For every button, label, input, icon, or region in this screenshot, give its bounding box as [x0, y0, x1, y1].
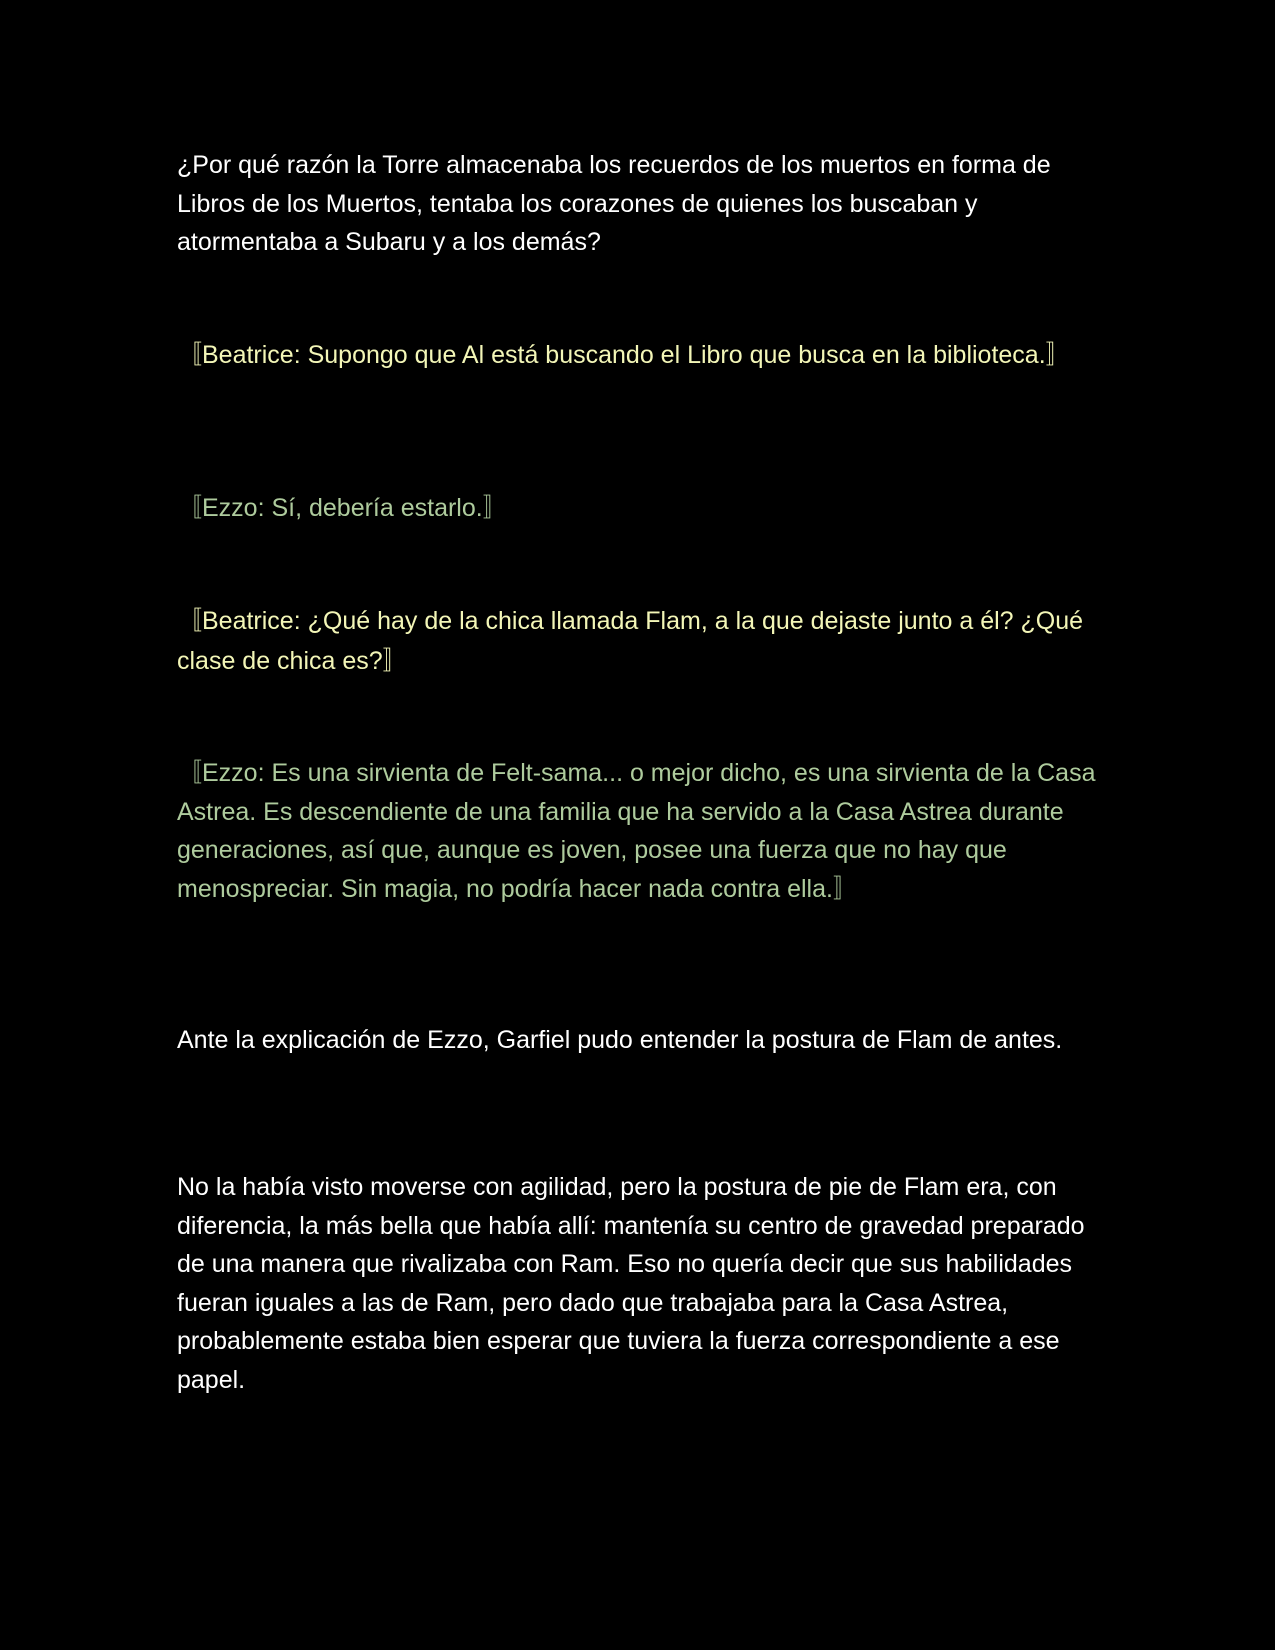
- narration-paragraph-2: Ante la explicación de Ezzo, Garfiel pudo entender la postura de Flam de antes.: [177, 1026, 1063, 1054]
- beatrice-dialogue-2: 〚Beatrice: ¿Qué hay de la chica llamada Flam, a la que dejaste junto a él? ¿Qué clase de chica es?〛: [177, 607, 1084, 675]
- narration-paragraph-3: No la había visto moverse con agilidad, pero la postura de pie de Flam era, con diferencia, la más bella que había allí: mantenía su centro de gravedad preparado de una manera que rivalizaba con Ram. Eso no quería decir que sus habilidades fueran iguales a las de Ram, pero dado que trabajaba para la Casa Astrea, probablemente estaba bien esperar que tuviera la fuerza correspondiente a ese papel.: [177, 1173, 1085, 1394]
- beatrice-dialogue-1: 〚Beatrice: Supongo que Al está buscando el Libro que busca en la biblioteca.〛: [177, 341, 1071, 369]
- ezzo-dialogue-2: 〚Ezzo: Es una sirvienta de Felt-sama... o mejor dicho, es una sirvienta de la Casa Astrea. Es descendiente de una familia que ha servido a la Casa Astrea durante generaciones, así que, aunque es joven, posee una fuerza que no hay que menospreciar. Sin magia, no podría hacer nada contra ella.〛: [177, 759, 1096, 903]
- ezzo-dialogue-1: 〚Ezzo: Sí, debería estarlo.〛: [177, 494, 508, 522]
- narration-paragraph-1: ¿Por qué razón la Torre almacenaba los recuerdos de los muertos en forma de Libros de los Muertos, tentaba los corazones de quienes los buscaban y atormentaba a Subaru y a los demás?: [177, 151, 1051, 256]
